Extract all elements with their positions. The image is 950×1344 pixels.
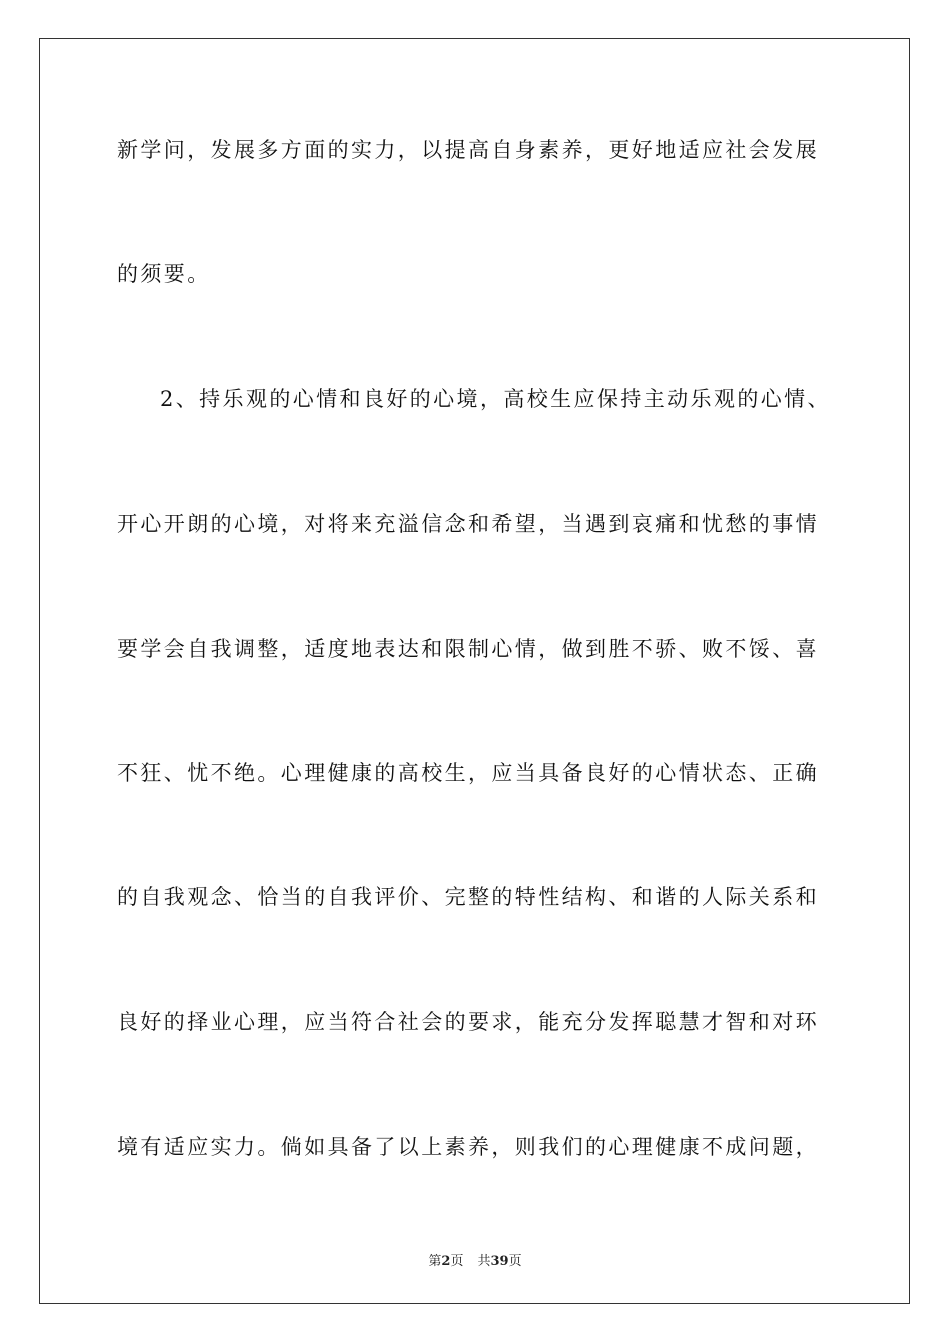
- body-text-line: 2、持乐观的心情和良好的心境，高校生应保持主动乐观的心情、: [160, 387, 831, 411]
- total-prefix: 共: [477, 1254, 491, 1269]
- body-text-line: 不狂、忧不绝。心理健康的高校生，应当具备良好的心情状态、正确: [117, 761, 819, 785]
- body-text-line: 的须要。: [117, 262, 211, 286]
- body-text-line: 的自我观念、恰当的自我评价、完整的特性结构、和谐的人际关系和: [117, 885, 819, 909]
- body-text-line: 开心开朗的心境，对将来充溢信念和希望，当遇到哀痛和忧愁的事情: [117, 512, 819, 536]
- body-text-line: 新学问，发展多方面的实力，以提高自身素养，更好地适应社会发展: [117, 138, 819, 162]
- page-prefix: 第: [428, 1254, 442, 1269]
- body-text-line: 境有适应实力。倘如具备了以上素养，则我们的心理健康不成问题，: [117, 1135, 819, 1159]
- total-suffix: 页: [508, 1254, 522, 1269]
- page-frame: [39, 38, 910, 1304]
- body-text-line: 要学会自我调整，适度地表达和限制心情，做到胜不骄、败不馁、喜: [117, 637, 819, 661]
- page-suffix: 页: [450, 1254, 464, 1269]
- body-text-line: 良好的择业心理，应当符合社会的要求，能充分发挥聪慧才智和对环: [117, 1010, 819, 1034]
- page-footer: [0, 1250, 950, 1269]
- total-pages: 39: [490, 1254, 509, 1269]
- page-number: 2: [441, 1254, 451, 1269]
